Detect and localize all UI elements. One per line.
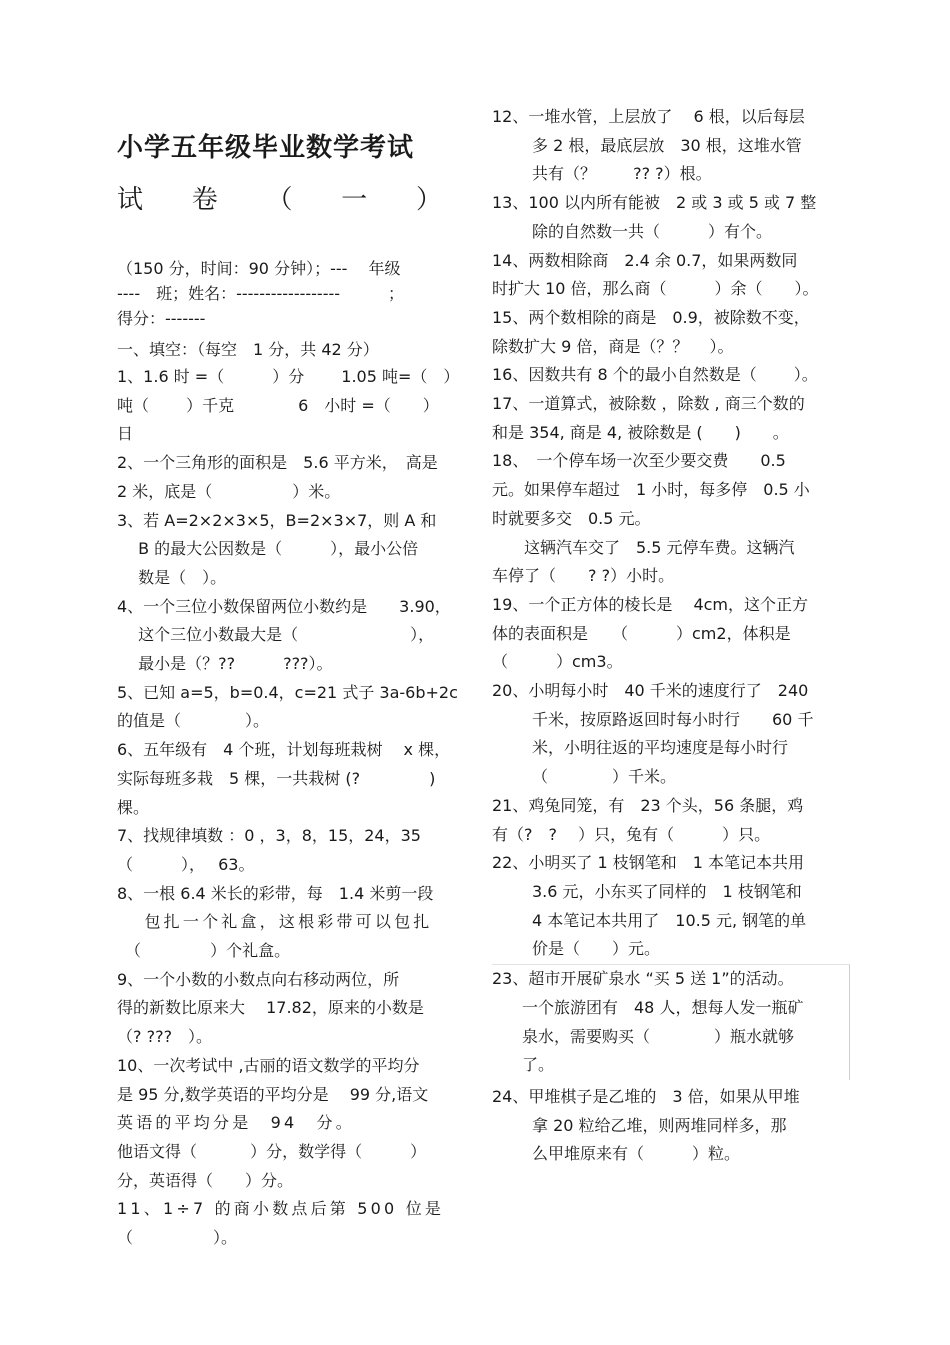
- question-16: [492, 361, 842, 390]
- question-line: 除的自然数一共（ ）有个。: [532, 221, 773, 241]
- question-line: 17、一道算式，被除数 ，除数 , 商三个数的: [492, 394, 805, 414]
- exam-title: 小学五年级毕业数学考试: [117, 133, 415, 163]
- question-line: 1、1.6 时 =（ ）分 1.05 吨=（ ）: [117, 367, 460, 386]
- question-line: 13、100 以内所有能被 2 或 3 或 5 或 7 整: [492, 193, 817, 213]
- question-6: [117, 736, 462, 822]
- question-line: 8、一根 6.4 米长的彩带，每 1.4 米剪一段: [117, 883, 434, 903]
- question-13: [492, 189, 842, 246]
- question-line: 米，小明往返的平均速度是每小时行: [532, 738, 789, 758]
- question-line: 的值是（ ）。: [117, 711, 270, 731]
- question-line: 9、一个小数的小数点向右移动两位，所: [117, 969, 400, 989]
- question-line: 3、若 A=2×2×3×5，B=2×3×7，则 A 和: [117, 510, 437, 530]
- exam-info: [117, 256, 462, 331]
- question-line: 3.6 元，小东买了同样的 1 枝钢笔和: [532, 881, 802, 901]
- question-7: [117, 822, 462, 879]
- question-line: 有（? ? ）只，兔有（ ）只。: [492, 824, 771, 844]
- question-line: 除数扩大 9 倍，商是（？？ ）。: [492, 336, 734, 356]
- question-line: 英语的平均分是 94 分。: [117, 1113, 355, 1133]
- right-column: [492, 103, 842, 1169]
- question-line: 14、两数相除商 2.4 余 0.7，如果两数同: [492, 250, 798, 270]
- question-line: 6、五年级有 4 个班，计划每班栽树 x 棵，: [117, 740, 451, 760]
- question-21: [492, 792, 842, 849]
- question-line: 了。: [522, 1055, 555, 1075]
- section-heading: 一、填空：（每空 1 分，共 42 分）: [117, 340, 379, 359]
- question-22: [492, 849, 842, 964]
- question-line: 10、一次考试中 ,古丽的语文数学的平均分: [117, 1055, 420, 1075]
- question-line: 23、超市开展矿泉水 “买 5 送 1”的活动。: [492, 969, 794, 989]
- exam-subtitle: [117, 180, 442, 220]
- question-line: 最小是（？?? ???）。: [117, 654, 333, 674]
- question-23: [492, 964, 850, 1080]
- question-line: 16、因数共有 8 个的最小自然数是（ ）。: [492, 365, 818, 385]
- left-column: [117, 128, 462, 1253]
- question-line: 吨（ ）千克 6 小时 =（ ）: [117, 395, 439, 415]
- question-line: （? ??? ）。: [117, 1027, 213, 1047]
- question-line: 棵。: [117, 797, 150, 817]
- subtitle-char: （: [266, 185, 293, 215]
- question-line: 这个三位小数最大是（ ），: [117, 625, 435, 645]
- question-line: 2、一个三角形的面积是 5.6 平方米， 高是: [117, 453, 438, 473]
- question-line: 车停了（ ? ?）小时。: [492, 566, 675, 586]
- question-14: [492, 247, 842, 304]
- question-line: 这辆汽车交了 5.5 元停车费。这辆汽: [492, 537, 795, 557]
- question-9: [117, 966, 462, 1052]
- question-line: （ ）。: [117, 1228, 238, 1248]
- score-time-grade: （150 分，时间：90 分钟）；--- 年级: [117, 259, 401, 278]
- question-line: 元。如果停车超过 1 小时，每多停 0.5 小: [492, 480, 810, 500]
- question-2: [117, 449, 462, 506]
- question-line: （ ）cm3。: [492, 652, 623, 672]
- question-line: 一个旅游团有 48 人，想每人发一瓶矿: [522, 997, 804, 1017]
- question-line: 15、两个数相除的商是 0.9，被除数不变，: [492, 307, 810, 327]
- question-line: 分，英语得（ ）分。: [117, 1170, 294, 1190]
- question-5: [117, 679, 462, 736]
- question-line: 7、找规律填数 ：0 ，3，8，15，24，35: [117, 826, 421, 846]
- subtitle-char: 一: [341, 185, 368, 215]
- question-1: [117, 363, 462, 449]
- question-line: 4 本笔记本共用了 10.5 元, 钢笔的单: [532, 910, 807, 930]
- subtitle-char: ）: [415, 185, 442, 215]
- question-11: [117, 1195, 462, 1252]
- question-line: 数是（ ）。: [117, 567, 227, 587]
- question-line: 价是（ ）元。: [532, 939, 661, 959]
- question-18: [492, 447, 842, 591]
- question-10: [117, 1052, 462, 1196]
- question-line: （ ）， 63。: [117, 854, 255, 874]
- question-line: 体的表面积是 （ ）cm2，体积是: [492, 623, 791, 643]
- question-line: 5、已知 a=5，b=0.4，c=21 式子 3a-6b+2c: [117, 682, 458, 702]
- class-name-line: ---- 班；姓名：------------------ ；: [117, 284, 405, 303]
- question-4: [117, 593, 462, 679]
- question-line: 么甲堆原来有（ ）粒。: [532, 1144, 741, 1164]
- question-line: 21、鸡兔同笼，有 23 个头，56 条腿，鸡: [492, 795, 804, 815]
- question-3: [117, 507, 462, 593]
- question-line: 22、小明买了 1 枝钢笔和 1 本笔记本共用: [492, 853, 804, 873]
- question-line: 泉水，需要购买（ ）瓶水就够: [522, 1026, 795, 1046]
- subtitle-char: 卷: [191, 185, 218, 215]
- question-line: 实际每班多栽 5 棵，一共栽树 (? ): [117, 768, 436, 788]
- question-19: [492, 591, 842, 677]
- question-line: 千米，按原路返回时每小时行 60 千: [532, 709, 814, 729]
- question-line: 共有（？ ?? ?）根。: [532, 164, 712, 184]
- question-line: 时就要多交 0.5 元。: [492, 508, 651, 528]
- question-line: B 的最大公因数是（ ），最小公倍: [117, 539, 419, 559]
- question-line: 11、1÷7 的商小数点后第 500 位是: [117, 1199, 445, 1219]
- question-line: 24、甲堆棋子是乙堆的 3 倍，如果从甲堆: [492, 1086, 800, 1106]
- question-line: 多 2 根，最底层放 30 根，这堆水管: [532, 135, 802, 155]
- question-line: 19、一个正方体的棱长是 4cm，这个正方: [492, 594, 809, 614]
- question-line: 20、小明每小时 40 千米的速度行了 240: [492, 681, 809, 701]
- question-line: 和是 354, 商是 4, 被除数是 ( ) 。: [492, 422, 789, 442]
- question-17: [492, 390, 842, 447]
- question-line: （ ）千米。: [532, 767, 677, 787]
- question-line: 12、一堆水管，上层放了 6 根，以后每层: [492, 107, 805, 126]
- question-15: [492, 304, 842, 361]
- question-20: [492, 677, 842, 792]
- question-line: 包扎一个礼盒，这根彩带可以包扎: [117, 912, 433, 932]
- question-line: （ ）个礼盒。: [117, 941, 291, 961]
- question-24: [492, 1083, 842, 1169]
- question-line: 时扩大 10 倍，那么商（ ）余（ ）。: [492, 279, 819, 299]
- question-line: 得的新数比原来大 17.82，原来的小数是: [117, 998, 424, 1018]
- question-line: 4、一个三位小数保留两位小数约是 3.90，: [117, 596, 451, 616]
- question-line: 18、 一个停车场一次至少要交费 0.5: [492, 451, 786, 471]
- question-8: [117, 880, 462, 966]
- question-line: 2 米，底是（ ）米。: [117, 481, 341, 501]
- question-line: 日: [117, 424, 134, 444]
- question-line: 他语文得（ ）分，数学得（ ）: [117, 1141, 427, 1161]
- question-line: 是 95 分,数学英语的平均分是 99 分,语文: [117, 1084, 429, 1104]
- score-line: 得分：-------: [117, 309, 206, 328]
- subtitle-char: 试: [117, 185, 144, 215]
- question-12: [492, 103, 842, 189]
- question-line: 拿 20 粒给乙堆，则两堆同样多，那: [532, 1115, 787, 1135]
